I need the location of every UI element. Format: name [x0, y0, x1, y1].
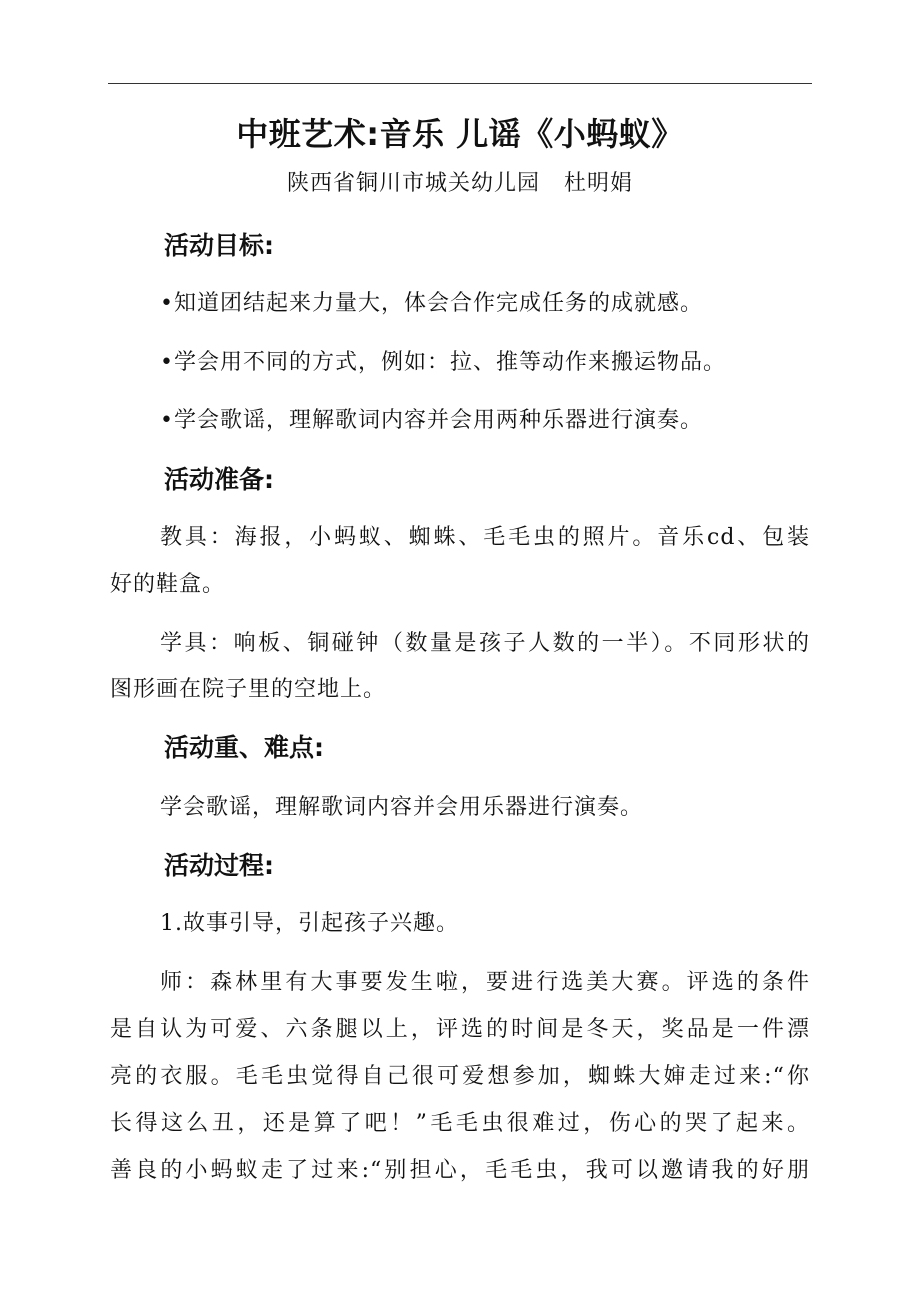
header-rule — [108, 83, 812, 84]
section-heading-goals: 活动目标: — [164, 231, 274, 260]
author-line: 陕西省铜川市城关幼儿园 杜明娟 — [287, 171, 633, 196]
process-step: 1.故事引导，引起孩子兴趣。 — [160, 911, 459, 936]
student-tools-line: 图形画在院子里的空地上。 — [110, 677, 387, 702]
section-heading-preparation: 活动准备: — [164, 465, 274, 494]
teacher-tools-line: 教具：海报，小蚂蚁、蜘蛛、毛毛虫的照片。音乐cd、包装 — [160, 525, 810, 550]
goal-item: •学会用不同的方式，例如：拉、推等动作来搬运物品。 — [160, 350, 726, 375]
section-heading-process: 活动过程: — [164, 851, 274, 880]
story-line: 长得这么丑，还是算了吧！”毛毛虫很难过，伤心的哭了起来。 — [110, 1111, 810, 1136]
teacher-tools-line: 好的鞋盒。 — [110, 572, 226, 597]
story-line: 亮的衣服。毛毛虫觉得自己很可爱想参加，蜘蛛大婶走过来:“你 — [110, 1064, 810, 1089]
goal-item: •学会歌谣，理解歌词内容并会用两种乐器进行演奏。 — [160, 408, 703, 433]
story-line: 是自认为可爱、六条腿以上，评选的时间是冬天，奖品是一件漂 — [110, 1017, 810, 1042]
story-line: 善良的小蚂蚁走了过来:“别担心，毛毛虫，我可以邀请我的好朋 — [110, 1158, 810, 1183]
document-title: 中班艺术:音乐 儿谣《小蚂蚁》 — [236, 115, 684, 153]
student-tools-line: 学具：响板、铜碰钟（数量是孩子人数的一半）。不同形状的 — [160, 631, 810, 656]
section-heading-key-points: 活动重、难点: — [164, 733, 324, 762]
goal-item: •知道团结起来力量大，体会合作完成任务的成就感。 — [160, 291, 703, 316]
story-line: 师：森林里有大事要发生啦，要进行选美大赛。评选的条件 — [160, 970, 810, 995]
key-points-text: 学会歌谣，理解歌词内容并会用乐器进行演奏。 — [160, 795, 644, 820]
